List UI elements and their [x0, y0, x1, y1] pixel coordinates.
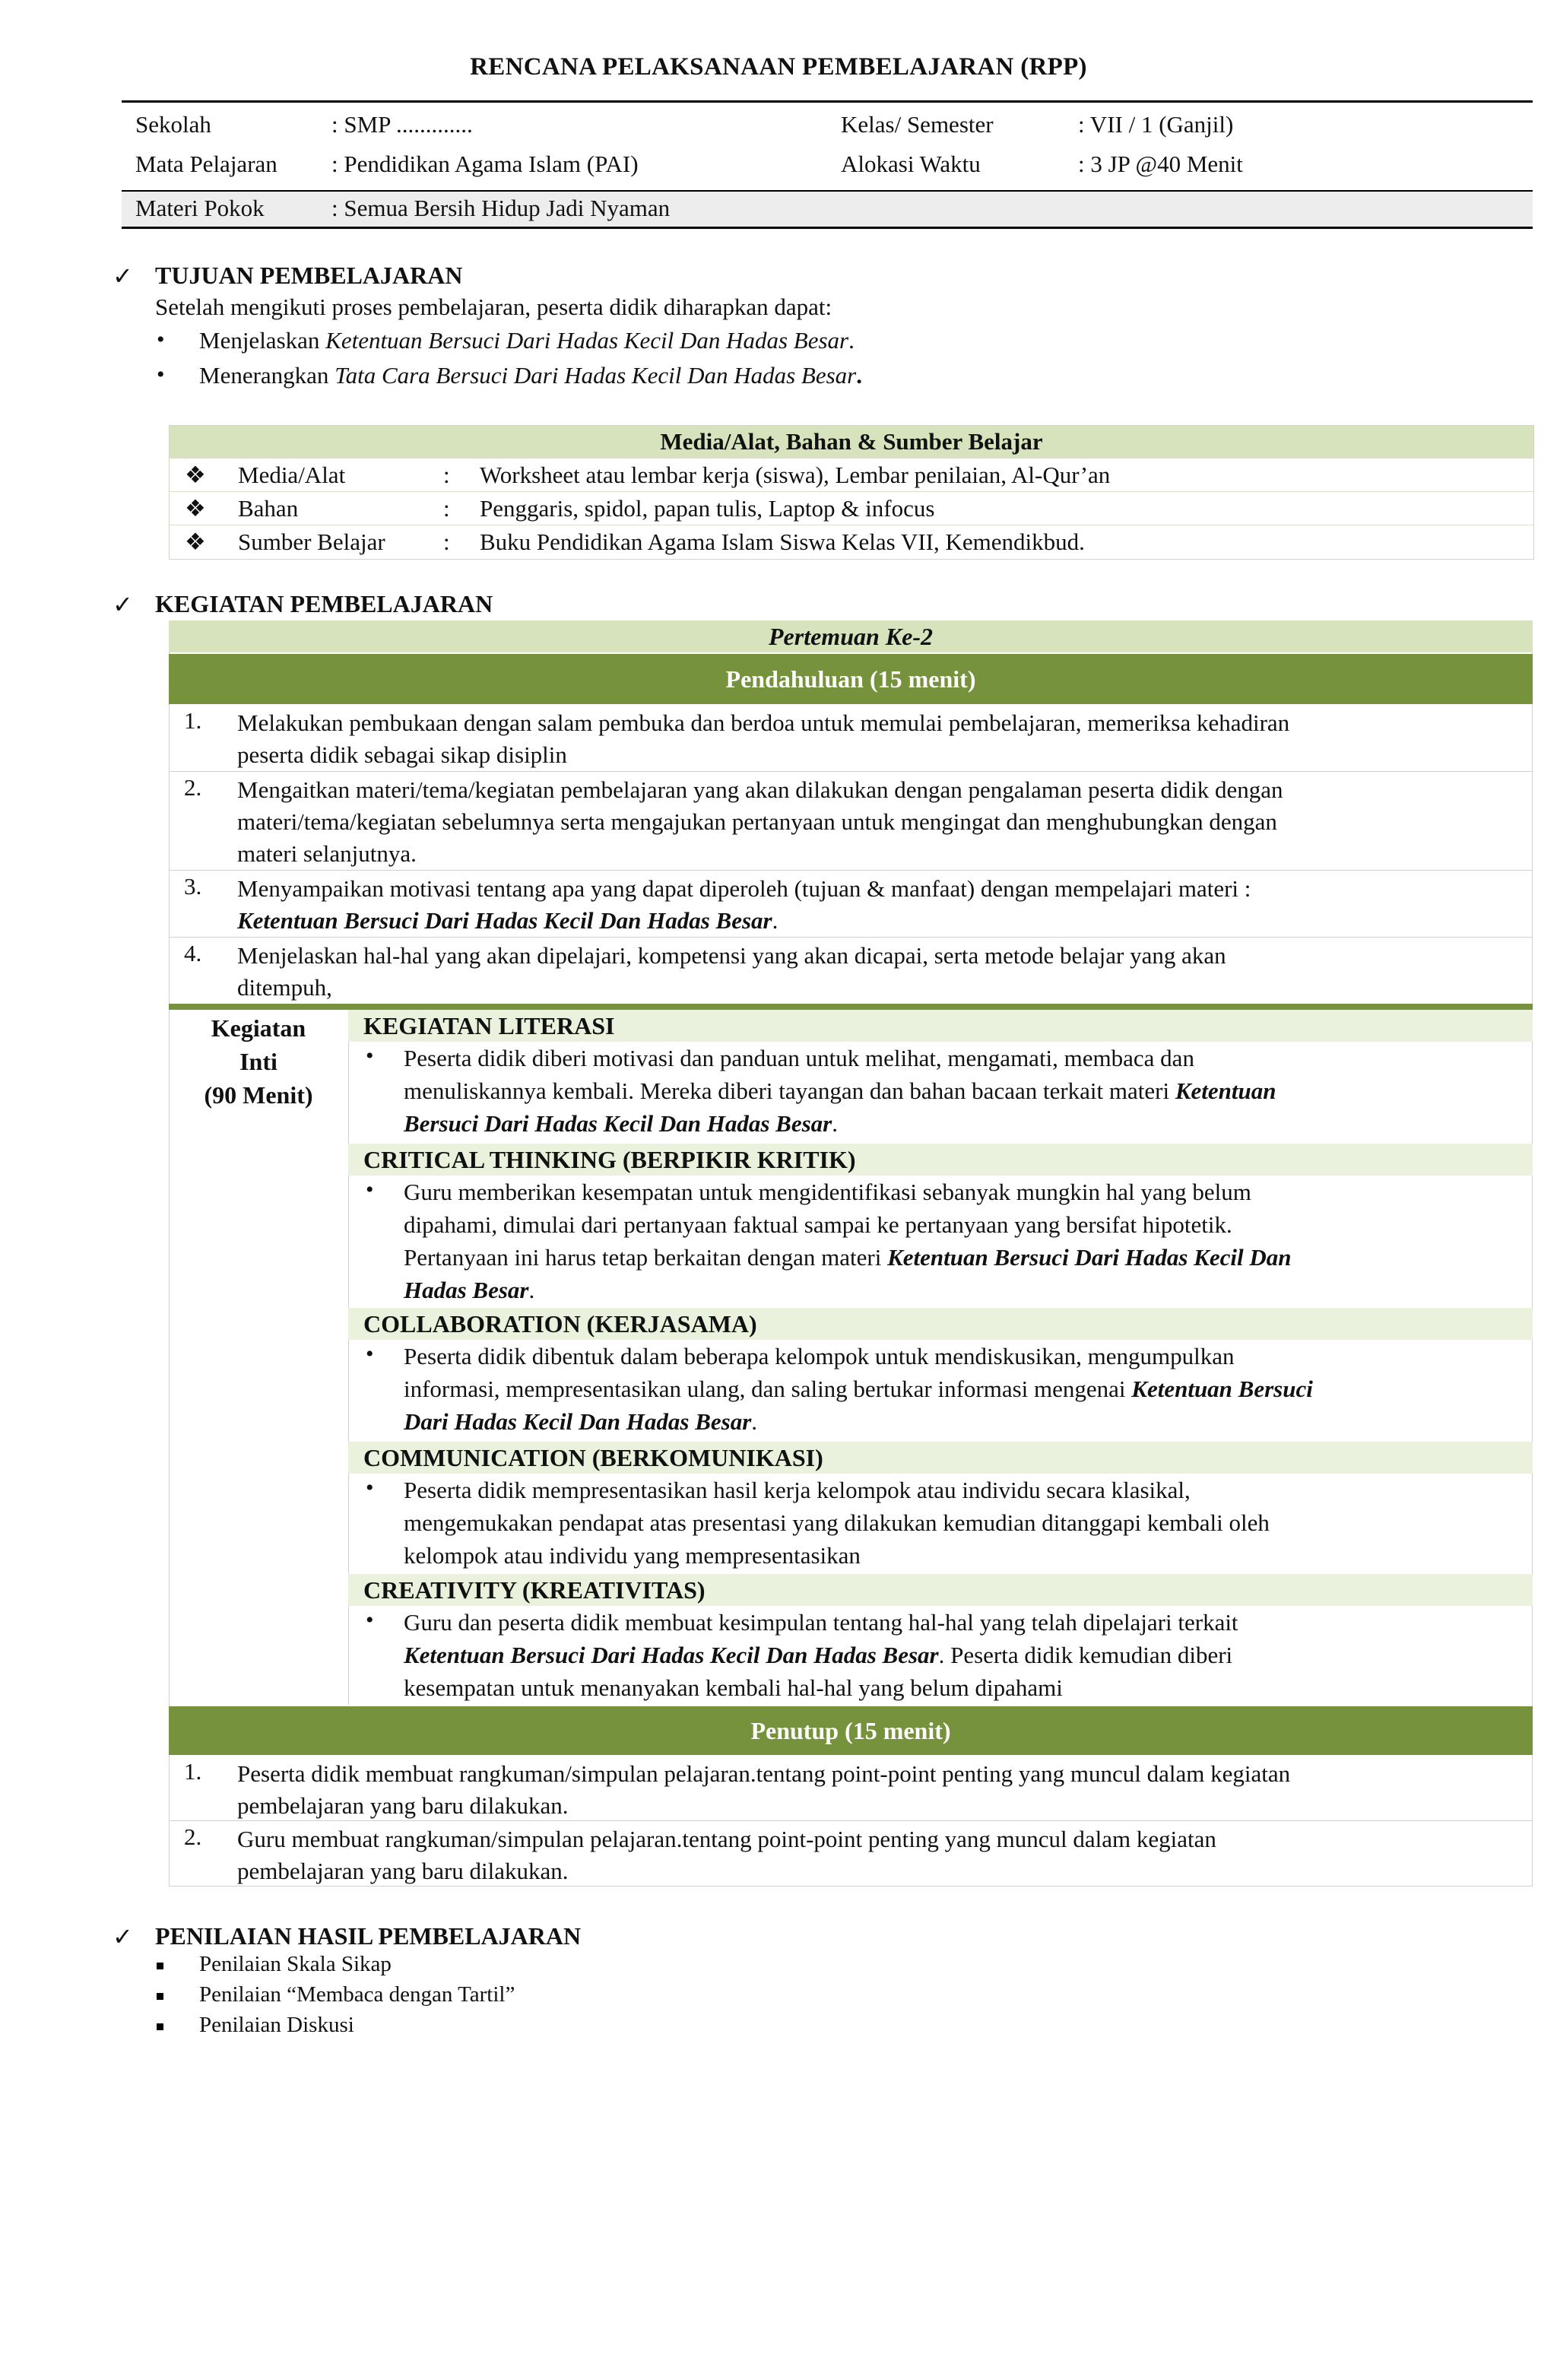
media-row-value: Worksheet atau lembar kerja (siswa), Lembar penilaian, Al-Qur’an: [480, 462, 1111, 488]
penutup-item: [169, 1822, 1533, 1886]
creat-body: [348, 1606, 1533, 1705]
collab-body: [348, 1340, 1533, 1440]
media-row: [170, 525, 1533, 558]
penutup-item: [169, 1756, 1533, 1821]
diamond-icon: ❖: [185, 528, 206, 555]
tujuan-item-2: Menerangkan Tata Cara Bersuci Dari Hadas Kecil Dan Hadas Besar.: [199, 362, 862, 389]
penilaian-item: Penilaian Skala Sikap: [199, 1952, 392, 1976]
item-number: 4.: [184, 940, 202, 966]
literasi-text: Peserta didik diberi motivasi dan panduan untuk melihat, mengamati, membaca dan menuliskannya kembali. Mereka diberi tayangan dan bahan bacaan terkait materi Ketentuan Bersuci Dari Hadas Kecil Dan Hadas Besar.: [404, 1045, 1276, 1137]
sekolah-value: : SMP .............: [331, 111, 473, 138]
penilaian-heading: PENILAIAN HASIL PEMBELAJARAN: [155, 1922, 582, 1950]
square-bullet-icon: [157, 2023, 163, 2030]
inti-label: Kegiatan Inti (90 Menit): [204, 1014, 313, 1109]
item-number: 1.: [184, 707, 202, 734]
comm-text: Peserta didik mempresentasikan hasil kerja kelompok atau individu secara klasikal, mengemukakan pendapat atas presentasi yang dilakukan kemudian ditanggapi kembali oleh kelompok atau individu yang mempresentasikan: [404, 1477, 1270, 1569]
square-bullet-icon: [157, 1993, 163, 2000]
item-number: 2.: [184, 774, 202, 801]
mapel-label: Mata Pelajaran: [135, 151, 277, 177]
bullet-icon: •: [157, 327, 165, 352]
literasi-body: [348, 1042, 1533, 1142]
check-icon: ✓: [113, 1923, 133, 1950]
comm-heading: COMMUNICATION (BERKOMUNIKASI): [348, 1442, 1533, 1474]
penutup-heading: Penutup (15 menit): [169, 1706, 1533, 1755]
pertemuan-heading: Pertemuan Ke-2: [169, 620, 1533, 652]
media-row: [170, 458, 1533, 491]
penilaian-item: Penilaian Diskusi: [199, 2013, 354, 2037]
alokasi-label: Alokasi Waktu: [841, 151, 981, 177]
critical-body: [348, 1176, 1533, 1308]
critical-heading: CRITICAL THINKING (BERPIKIR KRITIK): [348, 1144, 1533, 1176]
item-text: Peserta didik membuat rangkuman/simpulan pelajaran.tentang point-point penting yang muncul dalam kegiatan pembelajaran yang baru dilakukan.: [237, 1760, 1291, 1819]
critical-text: Guru memberikan kesempatan untuk mengidentifikasi sebanyak mungkin hal yang belum dipahami, dimulai dari pertanyaan faktual sampai ke pertanyaan yang bersifat hipotetik. Pertanyaan ini harus tetap berkaitan dengan materi Ketentuan Bersuci Dari Hadas Kecil Dan Hadas Besar.: [404, 1179, 1292, 1303]
item-text: Mengaitkan materi/tema/kegiatan pembelajaran yang akan dilakukan dengan pengalaman peserta didik dengan materi/tema/kegiatan sebelumnya serta mengajukan pertanyaan untuk mengingat dan menghubungkan dengan materi selanjutnya.: [237, 776, 1283, 867]
media-table: [169, 425, 1534, 560]
materi-value: : Semua Bersih Hidup Jadi Nyaman: [331, 195, 671, 221]
pendahuluan-heading: Pendahuluan (15 menit): [169, 654, 1533, 704]
creat-text: Guru dan peserta didik membuat kesimpulan tentang hal-hal yang telah dipelajari terkait Ketentuan Bersuci Dari Hadas Kecil Dan Hadas Besar. Peserta didik kemudian diberi kesempatan untuk menanyakan kembali hal-hal yang belum dipahami: [404, 1609, 1238, 1701]
item-text: Melakukan pembukaan dengan salam pembuka dan berdoa untuk memulai pembelajaran, memeriksa kehadiran peserta didik sebagai sikap disiplin: [237, 709, 1290, 768]
document-title: RENCANA PELAKSANAAN PEMBELAJARAN (RPP): [470, 53, 1087, 81]
diamond-icon: ❖: [185, 462, 206, 488]
check-icon: ✓: [113, 591, 133, 618]
comm-body: [348, 1474, 1533, 1574]
item-number: 1.: [184, 1758, 202, 1785]
penilaian-item: Penilaian “Membaca dengan Tartil”: [199, 1982, 515, 2007]
media-row-label: Sumber Belajar: [238, 528, 385, 555]
media-row-value: Penggaris, spidol, papan tulis, Laptop & infocus: [480, 495, 935, 522]
bullet-icon: •: [366, 1043, 374, 1068]
collab-heading: COLLABORATION (KERJASAMA): [348, 1308, 1533, 1340]
item-number: 2.: [184, 1823, 202, 1850]
bullet-icon: •: [157, 362, 165, 387]
media-row-label: Media/Alat: [238, 462, 346, 488]
kegiatan-table: [169, 620, 1533, 1887]
item-text: Menjelaskan hal-hal yang akan dipelajari, kompetensi yang akan dicapai, serta metode belajar yang akan ditempuh,: [237, 942, 1226, 1001]
kegiatan-heading: KEGIATAN PEMBELAJARAN: [155, 590, 493, 617]
kelas-value: : VII / 1 (Ganjil): [1078, 111, 1234, 138]
media-table-heading: Media/Alat, Bahan & Sumber Belajar: [170, 426, 1533, 458]
diamond-icon: ❖: [185, 495, 206, 522]
sekolah-label: Sekolah: [135, 111, 211, 138]
check-icon: ✓: [113, 262, 133, 290]
item-text: Menyampaikan motivasi tentang apa yang dapat diperoleh (tujuan & manfaat) dengan mempelajari materi : Ketentuan Bersuci Dari Hadas Kecil Dan Hadas Besar.: [237, 875, 1251, 934]
bullet-icon: •: [366, 1341, 374, 1366]
tujuan-intro: Setelah mengikuti proses pembelajaran, peserta didik diharapkan dapat:: [155, 294, 832, 320]
header-top-rule: [122, 100, 1533, 103]
media-row-label: Bahan: [238, 495, 299, 522]
tujuan-heading: TUJUAN PEMBELAJARAN: [155, 262, 463, 289]
bullet-icon: •: [366, 1607, 374, 1633]
alokasi-value: : 3 JP @40 Menit: [1078, 151, 1243, 177]
media-row-value: Buku Pendidikan Agama Islam Siswa Kelas VII, Kemendikbud.: [480, 528, 1085, 555]
inti-divider-bar: [169, 1004, 1533, 1010]
item-number: 3.: [184, 873, 202, 900]
creat-heading: CREATIVITY (KREATIVITAS): [348, 1574, 1533, 1606]
kelas-label: Kelas/ Semester: [841, 111, 994, 138]
bullet-icon: •: [366, 1475, 374, 1500]
bullet-icon: •: [366, 1177, 374, 1202]
tujuan-item-1: Menjelaskan Ketentuan Bersuci Dari Hadas Kecil Dan Hadas Besar.: [199, 327, 855, 354]
collab-text: Peserta didik dibentuk dalam beberapa kelompok untuk mendiskusikan, mengumpulkan informasi, mempresentasikan ulang, dan saling bertukar informasi mengenai Ketentuan Bersuci Dari Hadas Kecil Dan Hadas Besar.: [404, 1343, 1313, 1435]
media-row-colon: :: [443, 528, 450, 555]
pendahuluan-item: [169, 773, 1533, 871]
pendahuluan-item: [169, 938, 1533, 1004]
header-bottom-rule: [122, 227, 1533, 229]
pendahuluan-item: [169, 706, 1533, 772]
item-text: Guru membuat rangkuman/simpulan pelajaran.tentang point-point penting yang muncul dalam kegiatan pembelajaran yang baru dilakukan.: [237, 1826, 1216, 1884]
media-row: [170, 491, 1533, 525]
media-row-colon: :: [443, 495, 450, 522]
literasi-heading: KEGIATAN LITERASI: [348, 1010, 1533, 1042]
pendahuluan-item: [169, 871, 1533, 938]
materi-label: Materi Pokok: [135, 195, 265, 221]
media-row-colon: :: [443, 462, 450, 488]
mapel-value: : Pendidikan Agama Islam (PAI): [331, 151, 639, 177]
square-bullet-icon: [157, 1963, 163, 1969]
